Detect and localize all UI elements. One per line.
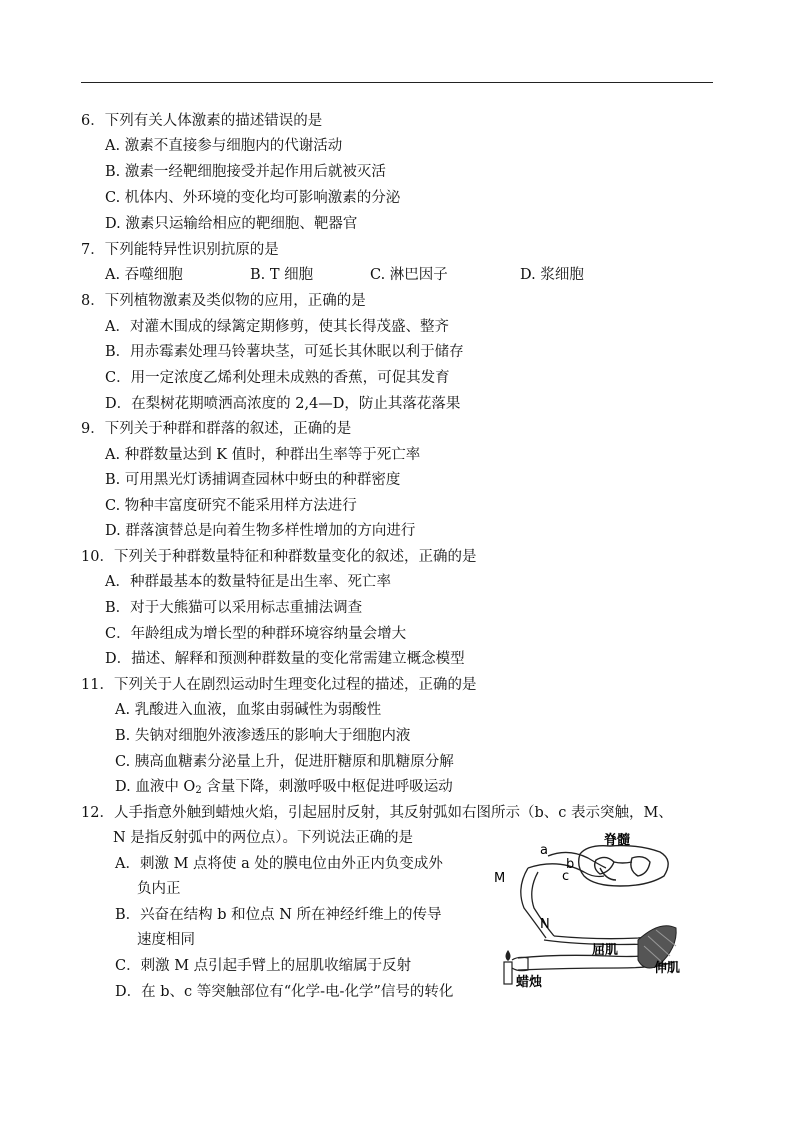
question-6-option-a: A. 激素不直接参与细胞内的代谢活动 (105, 138, 343, 154)
question-6-stem: 6．下列有关人体激素的描述错误的是 (81, 113, 323, 129)
label-m: M (494, 871, 506, 886)
question-9-option-c: C. 物种丰富度研究不能采用样方法进行 (105, 498, 357, 514)
label-extensor: 伸肌 (654, 961, 681, 976)
question-7-option-a: A. 吞噬细胞 (105, 267, 183, 283)
question-7-option-c: C. 淋巴因子 (370, 267, 448, 283)
question-6-option-b: B. 激素一经靶细胞接受并起作用后就被灭活 (105, 164, 386, 180)
question-12-option-c: C．刺激 M 点引起手臂上的屈肌收缩属于反射 (115, 958, 412, 974)
question-10-option-b: B．对于大熊猫可以采用标志重捕法调查 (105, 600, 363, 616)
question-8-option-a: A．对灌木围成的绿篱定期修剪，使其长得茂盛、整齐 (105, 319, 449, 335)
question-7-stem: 7．下列能特异性识别抗原的是 (81, 242, 279, 258)
label-flexor: 屈肌 (592, 943, 619, 958)
spinal-cord (579, 846, 669, 886)
question-10-option-a: A．种群最基本的数量特征是出生率、死亡率 (105, 574, 391, 590)
question-8-option-d: D．在梨树花期喷洒高浓度的 2,4—D，防止其落花落果 (105, 396, 461, 412)
question-12-stem-line2: N 是指反射弧中的两位点）。下列说法正确的是 (113, 830, 414, 846)
label-c: c (562, 869, 570, 884)
question-11-option-d-suffix: 含量下降，刺激呼吸中枢促进呼吸运动 (201, 779, 453, 795)
question-10-option-d: D．描述、解释和预测种群数量的变化常需建立概念模型 (105, 651, 465, 667)
candle-icon (504, 950, 512, 984)
reflex-arc-figure (488, 828, 713, 993)
finger-outline (512, 957, 528, 970)
question-8-stem: 8．下列植物激素及类似物的应用，正确的是 (81, 293, 366, 309)
question-12-stem-line1: 12．人手指意外触到蜡烛火焰，引起屈肘反射，其反射弧如右图所示（b、c 表示突触，M、 (81, 805, 673, 821)
question-11-option-b: B. 失钠对细胞外液渗透压的影响大于细胞内液 (115, 728, 411, 744)
question-8-option-c: C．用一定浓度乙烯利处理未成熟的香蕉，可促其发育 (105, 370, 450, 386)
question-9-stem: 9．下列关于种群和群落的叙述，正确的是 (81, 421, 352, 437)
question-7-option-b: B. T 细胞 (250, 267, 314, 283)
question-12-option-d: D．在 b、c 等突触部位有“化学-电-化学”信号的转化 (115, 984, 454, 1000)
question-12-option-b-cont: 速度相同 (137, 932, 195, 948)
question-12-option-a-cont: 负内正 (137, 881, 181, 897)
label-n: N (540, 917, 550, 932)
label-candle: 蜡烛 (516, 975, 543, 990)
question-12-option-a: A．刺激 M 点将使 a 处的膜电位由外正内负变成外 (115, 856, 443, 872)
question-10-option-c: C．年龄组成为增长型的种群环境容纳量会增大 (105, 626, 407, 642)
question-9-option-d: D. 群落演替总是向着生物多样性增加的方向进行 (105, 523, 416, 539)
label-b: b (566, 857, 575, 872)
label-a: a (540, 843, 548, 858)
question-9-option-a: A. 种群数量达到 K 值时，种群出生率等于死亡率 (105, 447, 421, 463)
question-11-option-d-prefix: D. 血液中 O (115, 779, 196, 795)
question-11-option-a: A. 乳酸进入血液，血浆由弱碱性为弱酸性 (115, 702, 382, 718)
question-7-option-d: D. 浆细胞 (520, 267, 584, 283)
question-9-option-b: B. 可用黑光灯诱捕调查园林中蚜虫的种群密度 (105, 472, 401, 488)
question-6-option-c: C. 机体内、外环境的变化均可影响激素的分泌 (105, 190, 401, 206)
label-spinal-cord: 脊髓 (604, 833, 631, 848)
question-10-stem: 10．下列关于种群数量特征和种群数量变化的叙述，正确的是 (81, 549, 477, 565)
header-rule (81, 82, 713, 83)
question-8-option-b: B．用赤霉素处理马铃薯块茎，可延长其休眠以利于储存 (105, 344, 464, 360)
question-11-option-d (115, 778, 453, 800)
oxygen-subscript: 2 (195, 785, 202, 796)
question-6-option-d: D. 激素只运输给相应的靶细胞、靶器官 (105, 216, 358, 232)
question-12-option-b: B．兴奋在结构 b 和位点 N 所在神经纤维上的传导 (115, 907, 442, 923)
question-11-option-c: C. 胰高血糖素分泌量上升，促进肝糖原和肌糖原分解 (115, 754, 454, 770)
question-11-stem: 11．下列关于人在剧烈运动时生理变化过程的描述，正确的是 (81, 677, 477, 693)
